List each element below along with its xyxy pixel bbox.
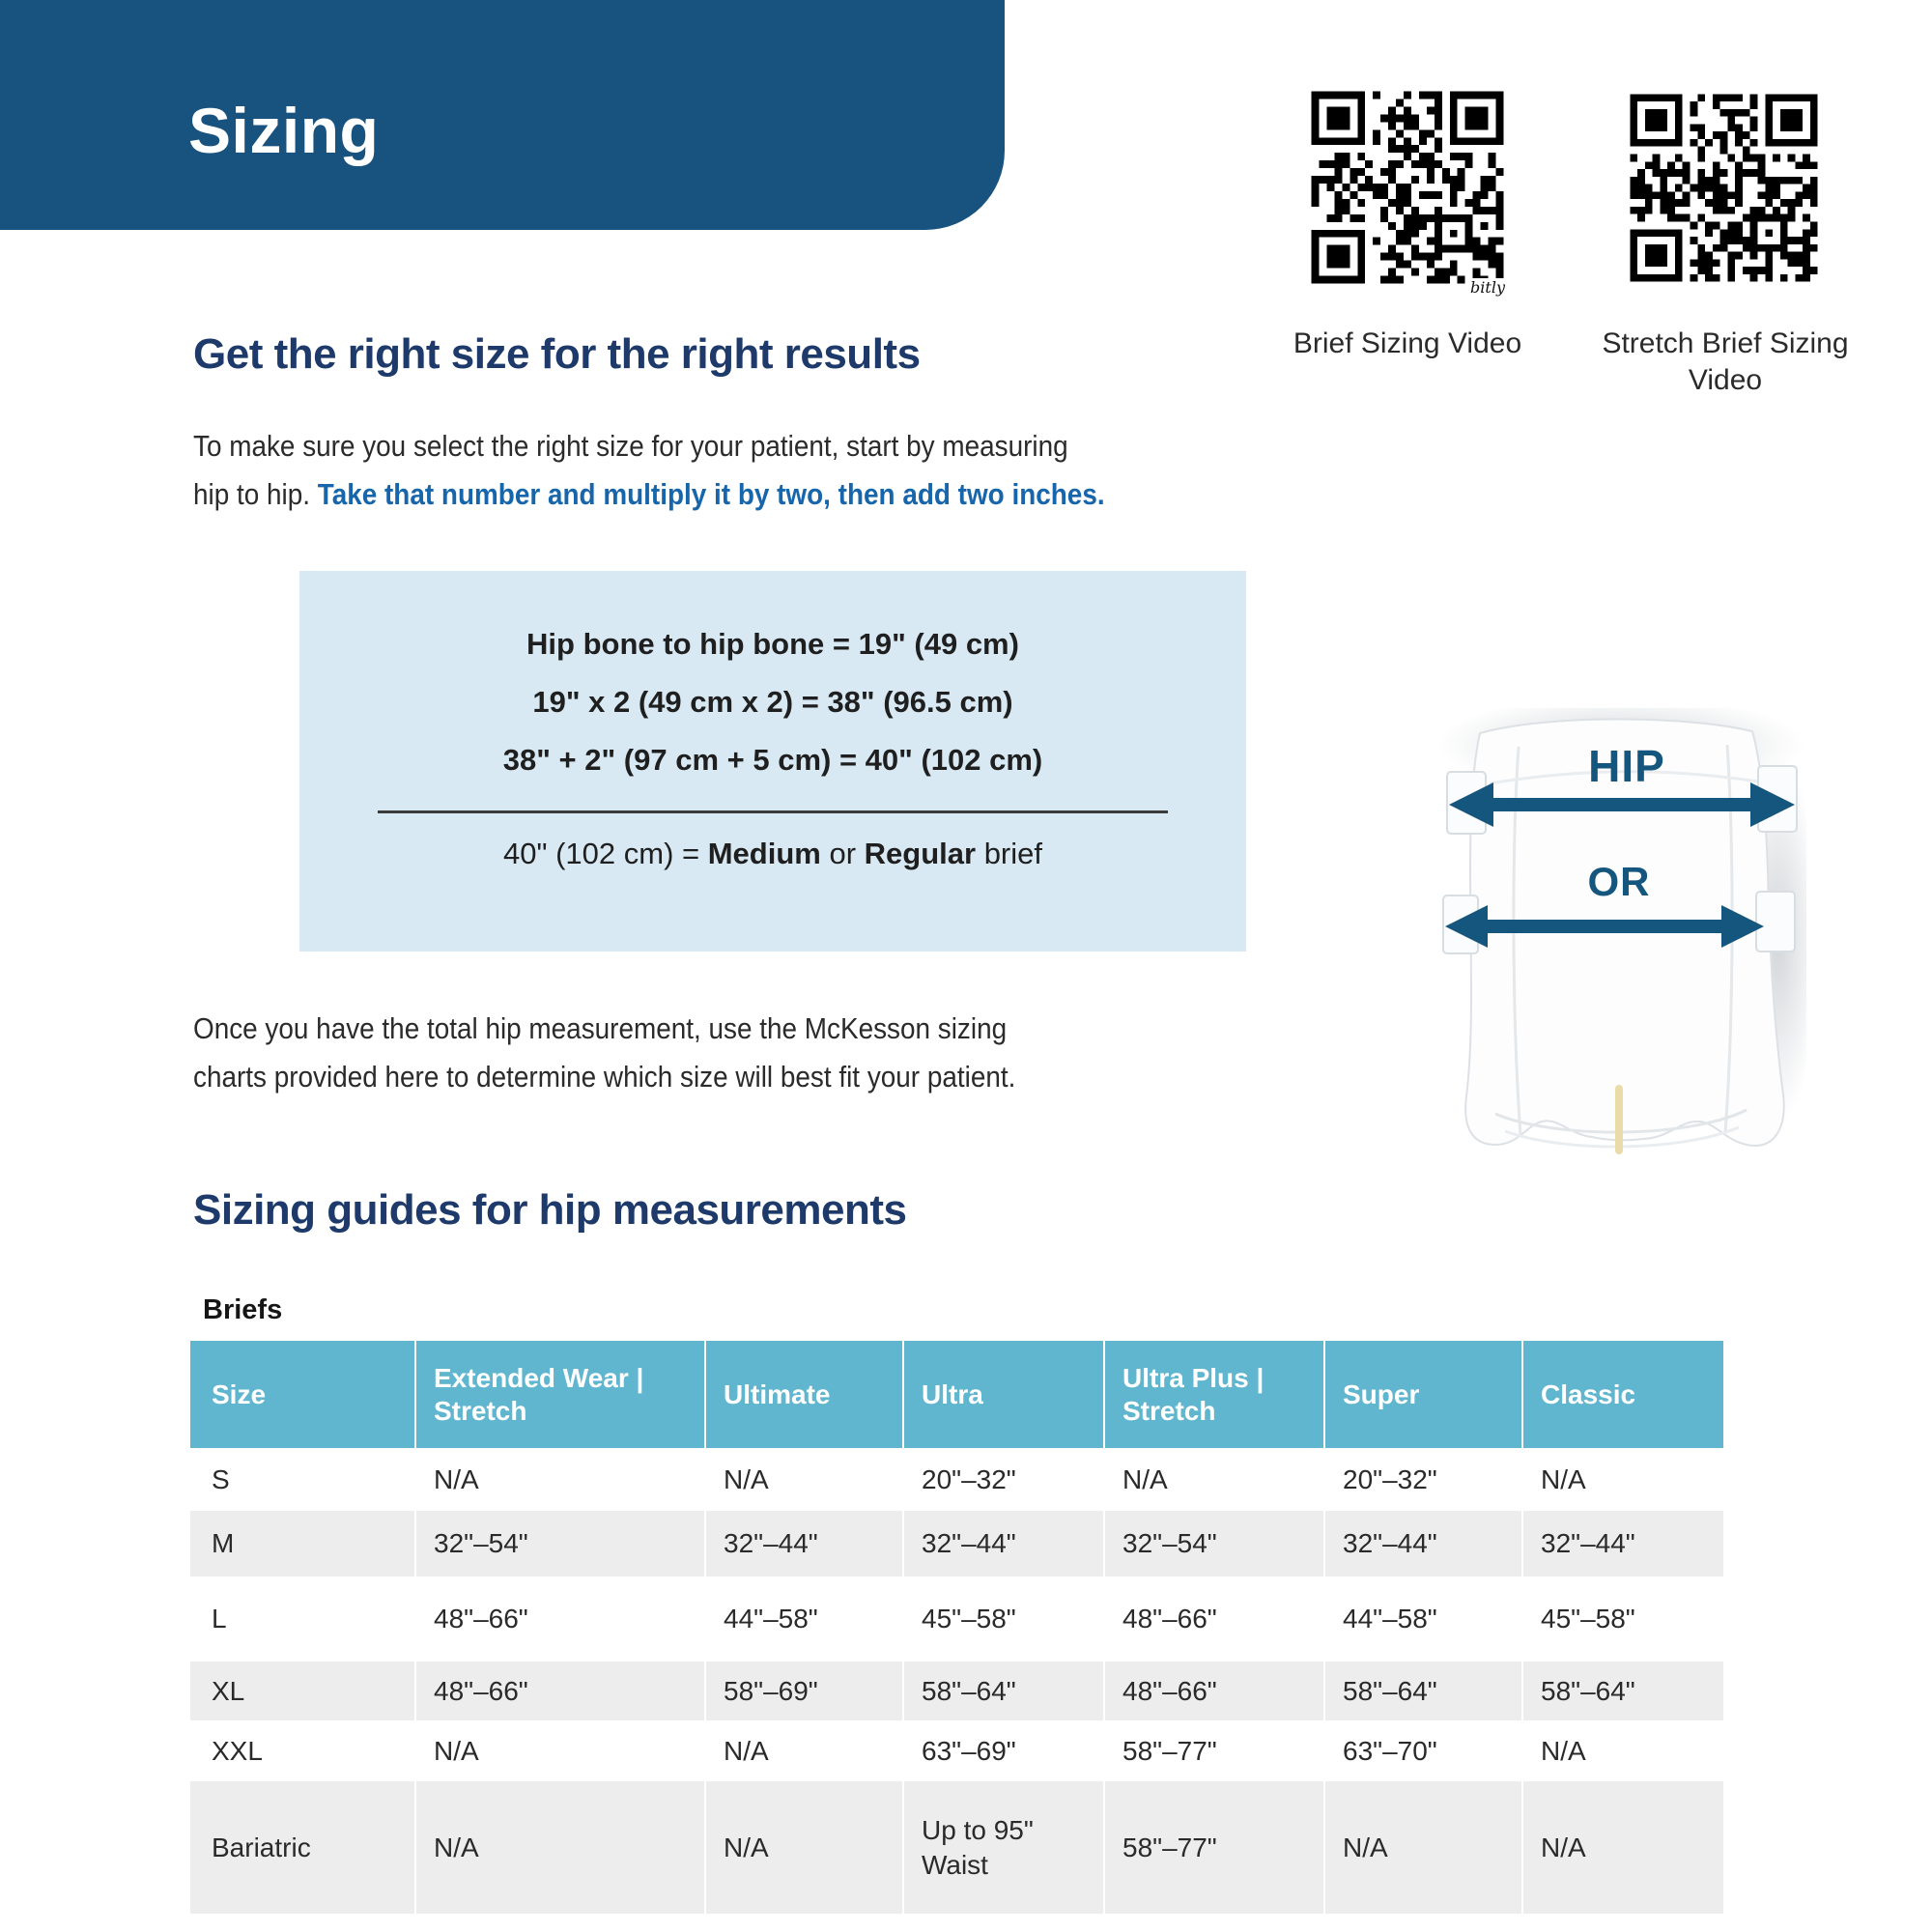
table-row <box>190 1448 1723 1511</box>
cell: N/A <box>706 1448 904 1511</box>
cell: 48"–66" <box>416 1577 706 1662</box>
cell: 32"–44" <box>706 1511 904 1577</box>
bitly-logo: bitly <box>1467 278 1505 297</box>
cell: 58"–77" <box>1105 1720 1325 1781</box>
col-header-ultimate: Ultimate <box>706 1341 904 1448</box>
qr-image-brief-sizing <box>1302 82 1513 293</box>
calc-line3: 38" + 2" (97 cm + 5 cm) = 40" (102 cm) <box>502 743 1043 777</box>
qr-code-stretch-brief-sizing <box>1621 85 1827 291</box>
cell: N/A <box>416 1448 706 1511</box>
cell: 32"–44" <box>904 1511 1105 1577</box>
cell: 32"–44" <box>1325 1511 1523 1577</box>
brief-tab-lower-right <box>1756 892 1795 952</box>
row-size-label: L <box>190 1577 416 1662</box>
cell: 63"–69" <box>904 1720 1105 1781</box>
intro-line2: hip to hip. Take that number and multiply it by two, then add two inches. <box>193 477 1105 511</box>
qr-code-brief-sizing <box>1302 82 1513 297</box>
outro-paragraph <box>193 1005 1015 1101</box>
table-header-row <box>190 1341 1723 1448</box>
page-title: Sizing <box>188 95 380 166</box>
intro-emphasis: Take that number and multiply it by two, then add two inches. <box>317 477 1105 511</box>
col-header-size: Size <box>190 1341 416 1448</box>
cell: N/A <box>1523 1720 1723 1781</box>
cell: 58"–64" <box>904 1662 1105 1720</box>
or-label: OR <box>1587 859 1651 904</box>
divider-line <box>378 810 1168 813</box>
header-banner <box>0 0 1005 230</box>
cell: 58"–64" <box>1325 1662 1523 1720</box>
cell: 58"–77" <box>1105 1781 1325 1914</box>
calc-result: 40" (102 cm) = Medium or Regular brief <box>503 837 1042 870</box>
cell: 48"–66" <box>416 1662 706 1720</box>
col-header-ultra: Ultra <box>904 1341 1105 1448</box>
qr-caption-stretch-brief-sizing <box>1561 326 1889 399</box>
cell: 58"–64" <box>1523 1662 1723 1720</box>
row-size-label: M <box>190 1511 416 1577</box>
intro-line1: To make sure you select the right size for your patient, start by measuring <box>193 429 1068 463</box>
brief-diagram <box>1437 708 1806 1169</box>
cell: 48"–66" <box>1105 1577 1325 1662</box>
cell: 32"–54" <box>416 1511 706 1577</box>
section-heading-right-size: Get the right size for the right results <box>193 330 921 378</box>
wetness-indicator <box>1615 1085 1623 1154</box>
table-title: Briefs <box>203 1294 283 1325</box>
cell: 45"–58" <box>904 1577 1105 1662</box>
row-size-label: XL <box>190 1662 416 1720</box>
table-row <box>190 1511 1723 1577</box>
cell: N/A <box>1105 1448 1325 1511</box>
intro-paragraph <box>193 422 1105 519</box>
cell: 20"–32" <box>1325 1448 1523 1511</box>
col-header-super: Super <box>1325 1341 1523 1448</box>
calc-line1: Hip bone to hip bone = 19" (49 cm) <box>526 627 1019 661</box>
cell: N/A <box>706 1781 904 1914</box>
cell: N/A <box>706 1720 904 1781</box>
cell: N/A <box>416 1781 706 1914</box>
col-header-ultra-plus: Ultra Plus | Stretch <box>1105 1341 1325 1448</box>
cell: 32"–44" <box>1523 1511 1723 1577</box>
row-size-label: XXL <box>190 1720 416 1781</box>
cell: 63"–70" <box>1325 1720 1523 1781</box>
table-row <box>190 1781 1723 1914</box>
cell: 44"–58" <box>706 1577 904 1662</box>
outro-line1: Once you have the total hip measurement, use the McKesson sizing <box>193 1011 1008 1045</box>
sizing-table <box>190 1341 1723 1914</box>
row-size-label: S <box>190 1448 416 1511</box>
qr-caption-line1: Stretch Brief Sizing <box>1602 327 1849 359</box>
table-row <box>190 1577 1723 1662</box>
cell: N/A <box>1523 1448 1723 1511</box>
cell: 58"–69" <box>706 1662 904 1720</box>
cell: N/A <box>416 1720 706 1781</box>
cell: 44"–58" <box>1325 1577 1523 1662</box>
col-header-extended-wear: Extended Wear | Stretch <box>416 1341 706 1448</box>
cell: 45"–58" <box>1523 1577 1723 1662</box>
calculation-example-box <box>299 571 1246 952</box>
calc-line2: 19" x 2 (49 cm x 2) = 38" (96.5 cm) <box>532 685 1013 719</box>
cell: 32"–54" <box>1105 1511 1325 1577</box>
cell: N/A <box>1325 1781 1523 1914</box>
cell: N/A <box>1523 1781 1723 1914</box>
qr-caption-brief-sizing: Brief Sizing Video <box>1293 327 1522 359</box>
table-row <box>190 1720 1723 1781</box>
table-row <box>190 1662 1723 1720</box>
outro-line2: charts provided here to determine which size will best fit your patient. <box>193 1060 1016 1094</box>
section-heading-sizing-guides: Sizing guides for hip measurements <box>193 1186 907 1234</box>
cell: Up to 95" Waist <box>904 1781 1105 1914</box>
col-header-classic: Classic <box>1523 1341 1723 1448</box>
qr-caption-line2: Video <box>1688 364 1763 396</box>
row-size-label: Bariatric <box>190 1781 416 1914</box>
hip-label: HIP <box>1588 741 1665 791</box>
qr-image-stretch-brief-sizing <box>1621 85 1827 291</box>
cell: 20"–32" <box>904 1448 1105 1511</box>
cell: 48"–66" <box>1105 1662 1325 1720</box>
